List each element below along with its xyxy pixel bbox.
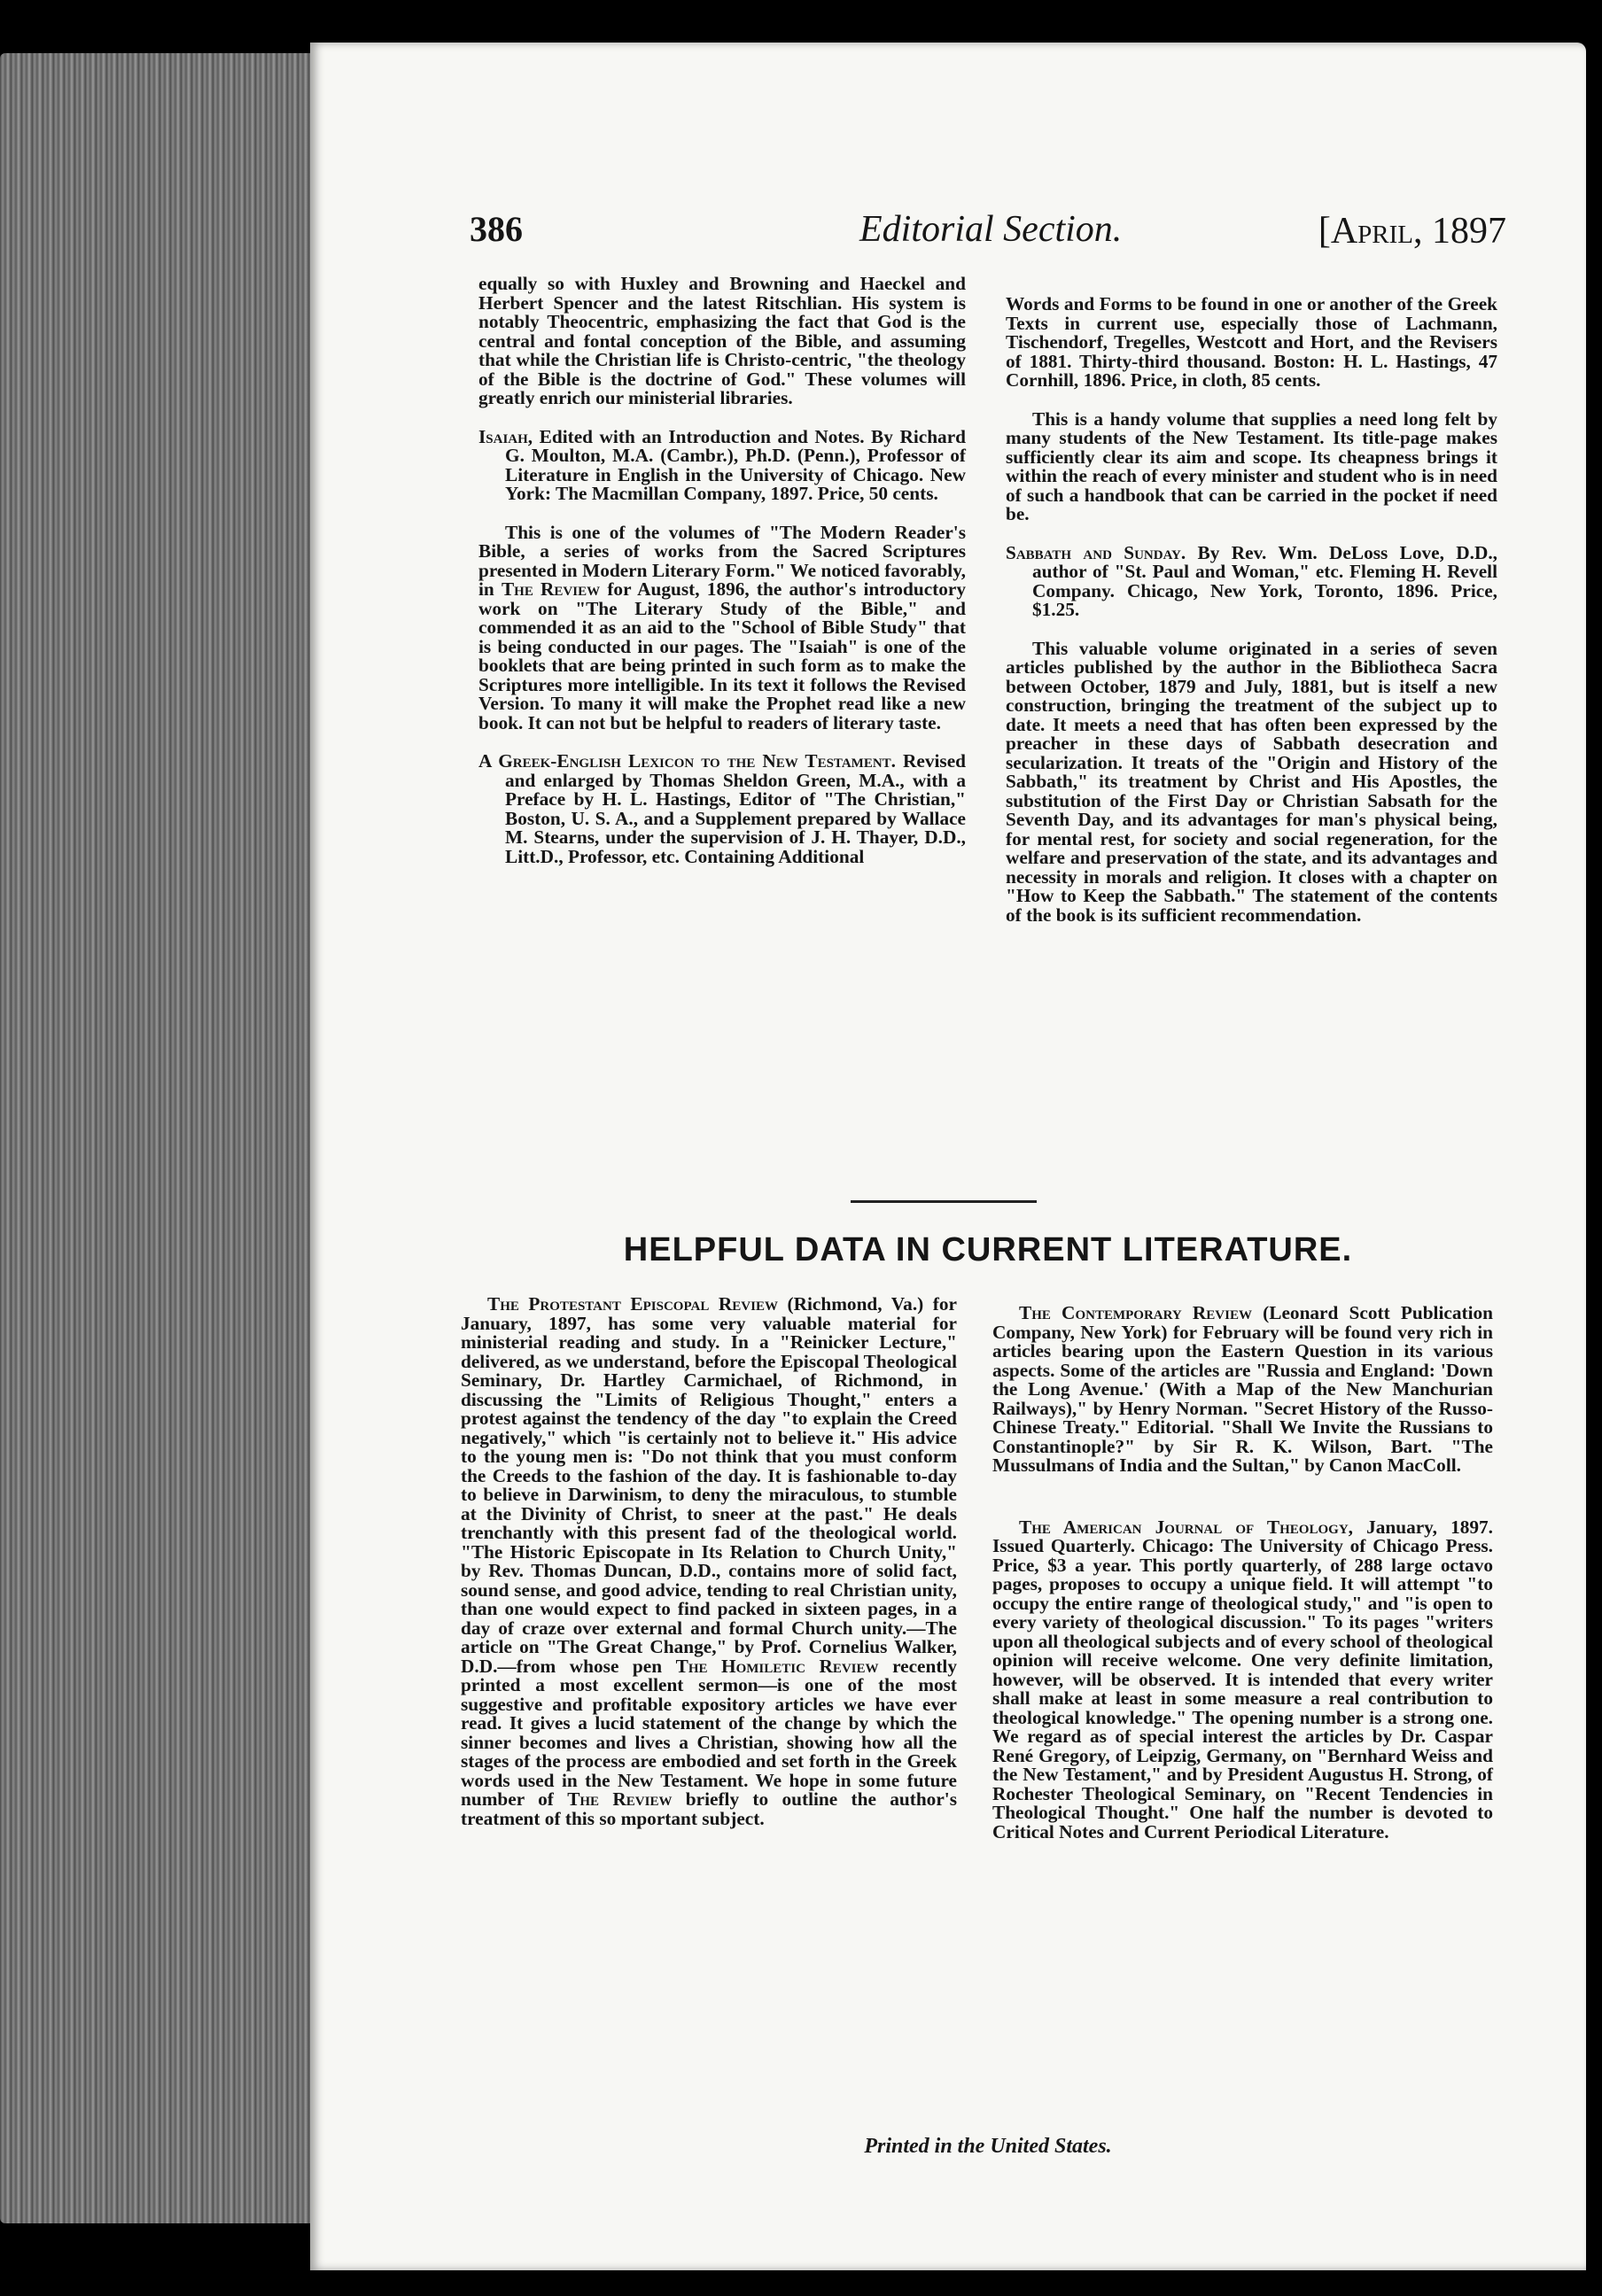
section-title: Editorial Section. [859,209,1123,250]
book-entry-lexicon [478,752,966,866]
journal-name: The Review [501,578,601,600]
periodical-title: The Protestant Episcopal Review [487,1293,778,1315]
issue-date [1318,210,1506,252]
printed-note: Printed in the United States. [864,2135,1112,2158]
review-text: (Richmond, Va.) for January, 1897, has some very valuable material for ministerial reading and study. In a "Reinicker Lecture," delivered, as we understand, before the Episcopal Theological Seminary, Dr. Hartley Carmichael, of Richmond, in discussing the "Limits of Religious Thought," enters a protest against the tendency of the day "to explain the Creed negatively," which "is certainly not to believe it." His advice to the young men is: "Do not think that you must conform the Creeds to the fashion of the day. It is fashionable to-day to believe in Darwinism, to deny the miraculous, to stumble at the Divinity of Christ, to sneer at the past." He deals trenchantly with this present fad of the theological world. "The Historic Episcopate in Its Relation to Church Unity," by Rev. Thomas Duncan, D.D., contains more of solid fact, sound sense, and good advice, tending to real Christian unity, than one would expect to find packed in sixteen pages, in a day of craze over external and formal Church unity.—The article on "The Great Change," by Prof. Cornelius Walker, D.D.—from whose pen [461,1293,957,1677]
book-entry-sabbath [1006,541,1497,620]
review-text: (Leonard Scott Publication Company, New York) for February will be found very rich in articles bearing upon the Eastern Question in its various aspects. Some of the articles are "Russia and England: 'Down the Long Avenue.' (With a Map of the New Manchurian Railways)," by Henry Norman. "Secret History of the Russo-Chinese Treaty." Editorial. "Shall We Invite the Russians to Constantinople?" by Sir R. K. Wilson, Bart. "The Mussulmans of India and the Sultan," by Canon MacColl. [992,1302,1493,1476]
bottom-right-column [992,1304,1493,1861]
periodical-title: The Contemporary Review [1019,1302,1252,1323]
book-entry-isaiah [478,425,966,504]
book-title: Isaiah, [478,425,533,447]
book-review-lexicon: This is a handy volume that supplies a need long felt by many students of the New Testament. Its title-page makes sufficiently clear its aim and scope. Its cheapness brings it within the reach of every minister and student who is in need of such a handbook that can be carried in the pocket if need be. [1006,407,1497,524]
bottom-left-column [461,1295,957,1848]
top-left-column [478,275,966,886]
top-right-column [1006,295,1497,944]
review-text: briefly to outline the author's treatment of this so mportant subject. [461,1788,957,1829]
review-text: January, 1897. Issued Quarterly. Chicago: The University of Chicago Press. Price, $3 a year. This portly quarterly, of 288 large octavo pages, proposes to occupy a unique field. It will attempt "to occupy the entire range of theological study," and "is open to every variety of theological discussion." To its pages "writers upon all theological subjects and of every school of theological opinion will receive welcome. One very definite limitation, however, will be observed. It is intended that every writer shall make at least in some measure a real contribution to theological knowledge." The opening number is a strong one. We regard as of special interest the articles by Dr. Caspar René Gregory, of Leipzig, Germany, on "Bernhard Weiss and the New Testament," and by President Augustus H. Strong, of Rochester Theological Seminary, on "Recent Tendencies in Theological Thought." One half the number is devoted to Critical Notes and Current Periodical Literature. [992,1516,1493,1842]
book-review-isaiah [478,521,967,733]
date-year: 1897 [1432,211,1506,252]
date-month: April, [1330,211,1423,252]
book-title: A Greek-English Lexicon to the New Testament. [478,750,896,772]
running-head [470,208,1506,270]
periodical-review-protestant-episcopal [461,1295,957,1828]
date-bracket: [ [1318,211,1331,252]
book-page-edges [0,53,328,2223]
periodical-review-contemporary [992,1304,1493,1476]
page-number: 386 [470,209,523,249]
book-details: Edited with an Introduction and Notes. By Richard G. Moulton, M.A. (Cambr.), Ph.D. (Penn.), Professor of Literature in English in the University of Chicago. New York: The Macmillan Company, 1897. Price, 50 cents. [505,425,966,504]
periodical-review-american-journal [992,1518,1493,1842]
book-details-continued: Words and Forms to be found in one or another of the Greek Texts in current use, especially those of Lachmann, Tischendorf, Tregelles, Westcott and Hort, and the Revisers of 1881. Thirty-third thousand. Boston: H. L. Hastings, 47 Cornhill, 1896. Price, in cloth, 85 cents. [1006,293,1497,391]
paragraph-continuation: equally so with Huxley and Browning and Haeckel and Herbert Spencer and the latest Ritschlian. His system is notably Theocentric, emphasizing the fact that God is the central and fontal conception of the Bible, and assuming that while the Christian life is Christo-centric, "the theology of the Bible is the doctrine of God." These volumes will greatly enrich our ministerial libraries. [478,273,966,408]
book-details: By Rev. Wm. DeLoss Love, D.D., author of "St. Paul and Woman," etc. Fleming H. Revell Company. Chicago, New York, Toronto, 1896. Price, $1.25. [1032,541,1497,620]
book-details: Revised and enlarged by Thomas Sheldon Green, M.A., with a Preface by H. L. Hastings, Editor of "The Christian," Boston, U. S. A., and a Supplement prepared by Wallace M. Stearns, under the supervision of J. H. Thayer, D.D., Litt.D., Professor, etc. Containing Additional [505,750,966,867]
book-title: Sabbath and Sunday. [1006,541,1186,563]
review-text: recently printed a most excellent sermon—is one of the most suggestive and profitable expository articles we have ever read. It gives a lucid statement of the change by which the sinner becomes and lives a Christian, showing how all the stages of the process are embodied and set forth in the Greek words used in the New Testament. We hope in some future number of [461,1655,957,1810]
section-heading: HELPFUL DATA IN CURRENT LITERATURE. [623,1231,1353,1268]
journal-name: The Review [567,1788,673,1810]
periodical-title: The American Journal of Theology, [1019,1516,1353,1538]
journal-name: The Homiletic Review [675,1655,879,1677]
review-text: for August, 1896, the author's introductory work on "The Literary Study of the Bible," and commended it as an aid to the "School of Bible Study" that is being conducted in our pages. The "Isaiah" is one of the booklets that are being printed in such form as to make the Scriptures more intelligible. In its text it follows the Revised Version. To many it will make the Prophet read like a new book. It can not but be helpful to readers of literary taste. [478,578,967,733]
section-divider [851,1200,1037,1203]
review-text: This is one of the volumes of "The Modern Reader's Bible, a series of works from the Sacred Scriptures presented in Modern Literary Form." We noticed favorably, in [478,521,966,600]
book-review-sabbath: This valuable volume originated in a series of seven articles published by the author in the Bibliotheca Sacra between October, 1879 and July, 1881, but is itself a new construction, bringing the treatment of the subject up to date. It meets a need that has often been expressed by the preacher in these days of Sabbath desecration and secularization. It treats of the "Origin and History of the Sabbath," its treatment by Christ and His Apostles, the substitution of the First Day or Christian Sabsath for the Seventh Day, and its advantages for man's physical being, for mental rest, for society and social regeneration, for the welfare and preservation of the state, and its advantages and necessity in morals and religion. It closes with a chapter on "How to Keep the Sabbath." The statement of the contents of the book is its sufficient recommendation. [1006,637,1497,926]
